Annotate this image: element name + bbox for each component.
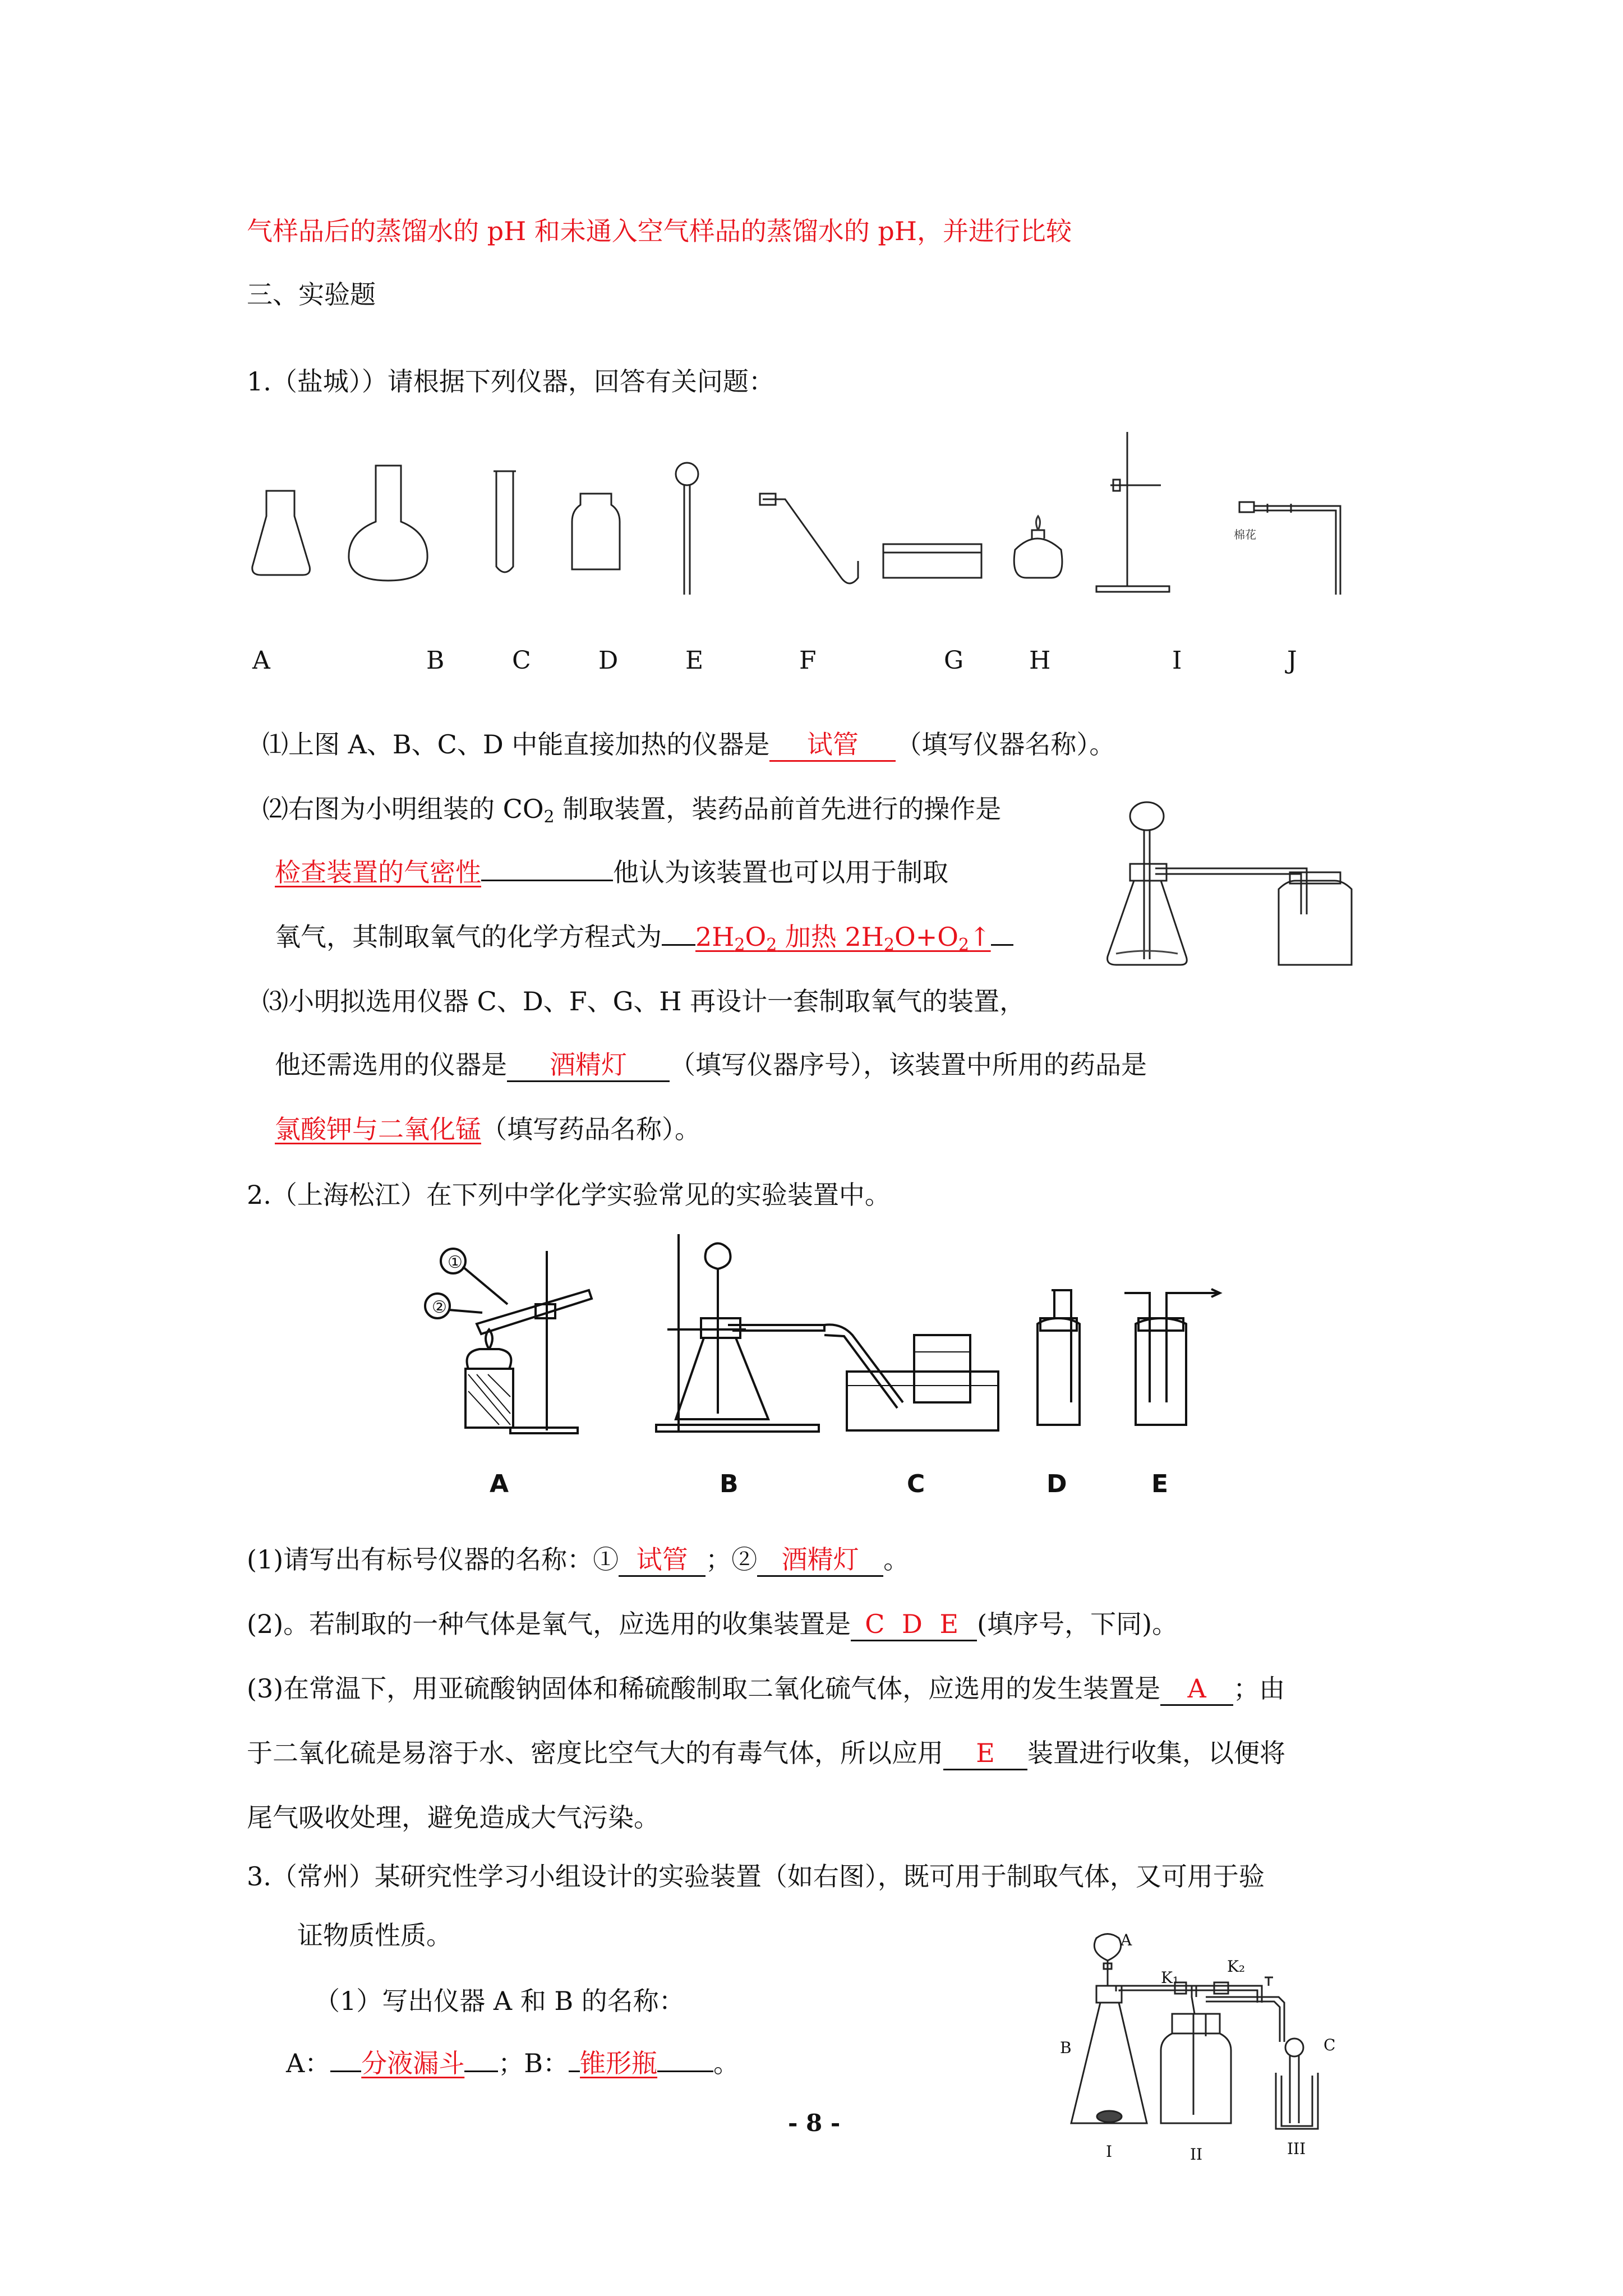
label-e: E: [685, 646, 704, 675]
q1-apparatus-figure: [241, 426, 1363, 595]
q2-answer-1: 试管: [619, 1544, 706, 1577]
q2-stem: 2.（上海松江）在下列中学化学实验常见的实验装置中。: [247, 1180, 891, 1210]
q3-fig-label-ii: II: [1190, 2145, 1203, 2164]
q3-fig-label-a: A: [1121, 1931, 1132, 1949]
delivery-tube-j: [1254, 506, 1340, 595]
q3-fig-label-k2: K₂: [1227, 1957, 1246, 1976]
q3-answer-a: 分液漏斗: [361, 2048, 465, 2078]
q2-answer-5: E: [943, 1737, 1027, 1770]
q2-label-e: E: [1151, 1470, 1169, 1498]
label-j: J: [1287, 646, 1297, 675]
q1-part2-line1: ⑵右图为小明组装的 $CO_2$ 制取装置，装药品前首先进行的操作是: [262, 794, 1002, 827]
q3-fig-label-iii: III: [1287, 2139, 1306, 2158]
q1-part1: ⑴上图 A、B、C、D 中能直接加热的仪器是 试管 （填写仪器名称）。: [262, 728, 1115, 762]
q2-apparatus-figure: [421, 1234, 1234, 1436]
test-tube-c: [496, 471, 513, 572]
q3-stem: 3.（常州）某研究性学习小组设计的实验装置（如右图），既可用于制取气体，又可用于验: [247, 1861, 1265, 1892]
label-a: A: [252, 646, 270, 675]
alcohol-lamp-h: [1014, 539, 1062, 578]
q1-part2-line2: 检查装置的气密性 他认为该装置也可以用于制取: [275, 857, 948, 887]
q3-answers: A： 分液漏斗 ；B： 锥形瓶 。: [286, 2048, 740, 2078]
q1-part3-line3: 氯酸钾与二氧化锰（填写药品名称）。: [275, 1114, 700, 1144]
circle-label-1: ①: [448, 1253, 463, 1272]
lamp-tag: 棉花: [1234, 528, 1256, 541]
q2-part3-line1: (3)在常温下，用亚硫酸钠固体和稀硫酸制取二氧化硫气体，应选用的发生装置是 A ；由: [247, 1672, 1285, 1706]
intro-answer: 气样品后的蒸馏水的 pH 和未通入空气样品的蒸馏水的 pH，并进行比较: [247, 216, 1072, 246]
q3-fig-label-c: C: [1324, 2036, 1336, 2054]
q1-answer-4: 氯酸钾与二氧化锰: [275, 1114, 481, 1144]
trough-c: [847, 1372, 998, 1430]
bottle-d2: [1038, 1318, 1080, 1425]
q2-answer-3: C D E: [851, 1608, 977, 1641]
label-d: D: [598, 646, 619, 675]
q1-stem: 1.（盐城））请根据下列仪器，回答有关问题：: [247, 366, 774, 397]
q3-fig-label-i: I: [1106, 2142, 1113, 2161]
bent-tube-f: [763, 499, 858, 583]
conical-flask-a: [252, 491, 310, 575]
label-f: F: [799, 646, 817, 675]
label-c: C: [512, 646, 531, 675]
q1-co2-apparatus: [1099, 797, 1357, 982]
label-b: B: [426, 646, 445, 675]
q2-part1: (1)请写出有标号仪器的名称：① 试管 ；② 酒精灯 。: [247, 1543, 909, 1577]
q3-stem-2: 证物质性质。: [297, 1920, 452, 1950]
long-funnel-e: [684, 485, 690, 595]
q2-answer-4: A: [1160, 1673, 1233, 1706]
q1-answer-1: 试管: [769, 729, 896, 762]
q2-label-d: D: [1046, 1470, 1067, 1498]
q1-answer-2: 检查装置的气密性: [275, 857, 481, 887]
q1-part3-line2: 他还需选用的仪器是 酒精灯 （填写仪器序号），该装置中所用的药品是: [275, 1048, 1147, 1082]
q2-label-b: B: [720, 1470, 739, 1498]
q1-equation: $2H_2O_2$ 加热 $2H_2O+O_2↑$: [695, 922, 991, 955]
q3-fig-label-k1: K₁: [1161, 1968, 1179, 1987]
label-h: H: [1029, 646, 1051, 675]
q3-fig-label-b: B: [1060, 2039, 1072, 2057]
q2-part3-line3: 尾气吸收处理，避免造成大气污染。: [247, 1802, 660, 1833]
q2-label-a: A: [490, 1470, 509, 1498]
bottle-e2: [1136, 1318, 1186, 1425]
q1-part2-line3: 氧气，其制取氧气的化学方程式为 $2H_2O_2$ 加热 $2H_2O+O_2↑$: [275, 920, 1013, 962]
label-g: G: [944, 646, 964, 675]
q2-part2: (2)。若制取的一种气体是氧气，应选用的收集装置是 C D E (填序号，下同)。: [247, 1607, 1178, 1641]
q1-answer-3: 酒精灯: [507, 1049, 670, 1082]
q3-part1: （1）写出仪器 A 和 B 的名称：: [314, 1986, 685, 2016]
round-flask-b: [349, 466, 427, 581]
q2-label-c: C: [907, 1470, 925, 1498]
q2-part3-line2: 于二氧化硫是易溶于水、密度比空气大的有毒气体，所以应用 E 装置进行收集，以便将: [247, 1736, 1285, 1770]
q3-apparatus-figure: [1060, 1930, 1374, 2171]
bottle-d: [572, 494, 620, 569]
q2-answer-2: 酒精灯: [757, 1544, 883, 1577]
water-trough-g: [883, 544, 981, 578]
circle-label-2: ②: [432, 1297, 447, 1317]
q3-answer-b: 锥形瓶: [580, 2048, 658, 2078]
page-number: - 8 -: [788, 2109, 841, 2137]
label-i: I: [1172, 646, 1182, 675]
section-title: 三、实验题: [247, 279, 376, 310]
q1-part3-line1: ⑶小明拟选用仪器 C、D、F、G、H 再设计一套制取氧气的装置，: [262, 986, 1026, 1016]
